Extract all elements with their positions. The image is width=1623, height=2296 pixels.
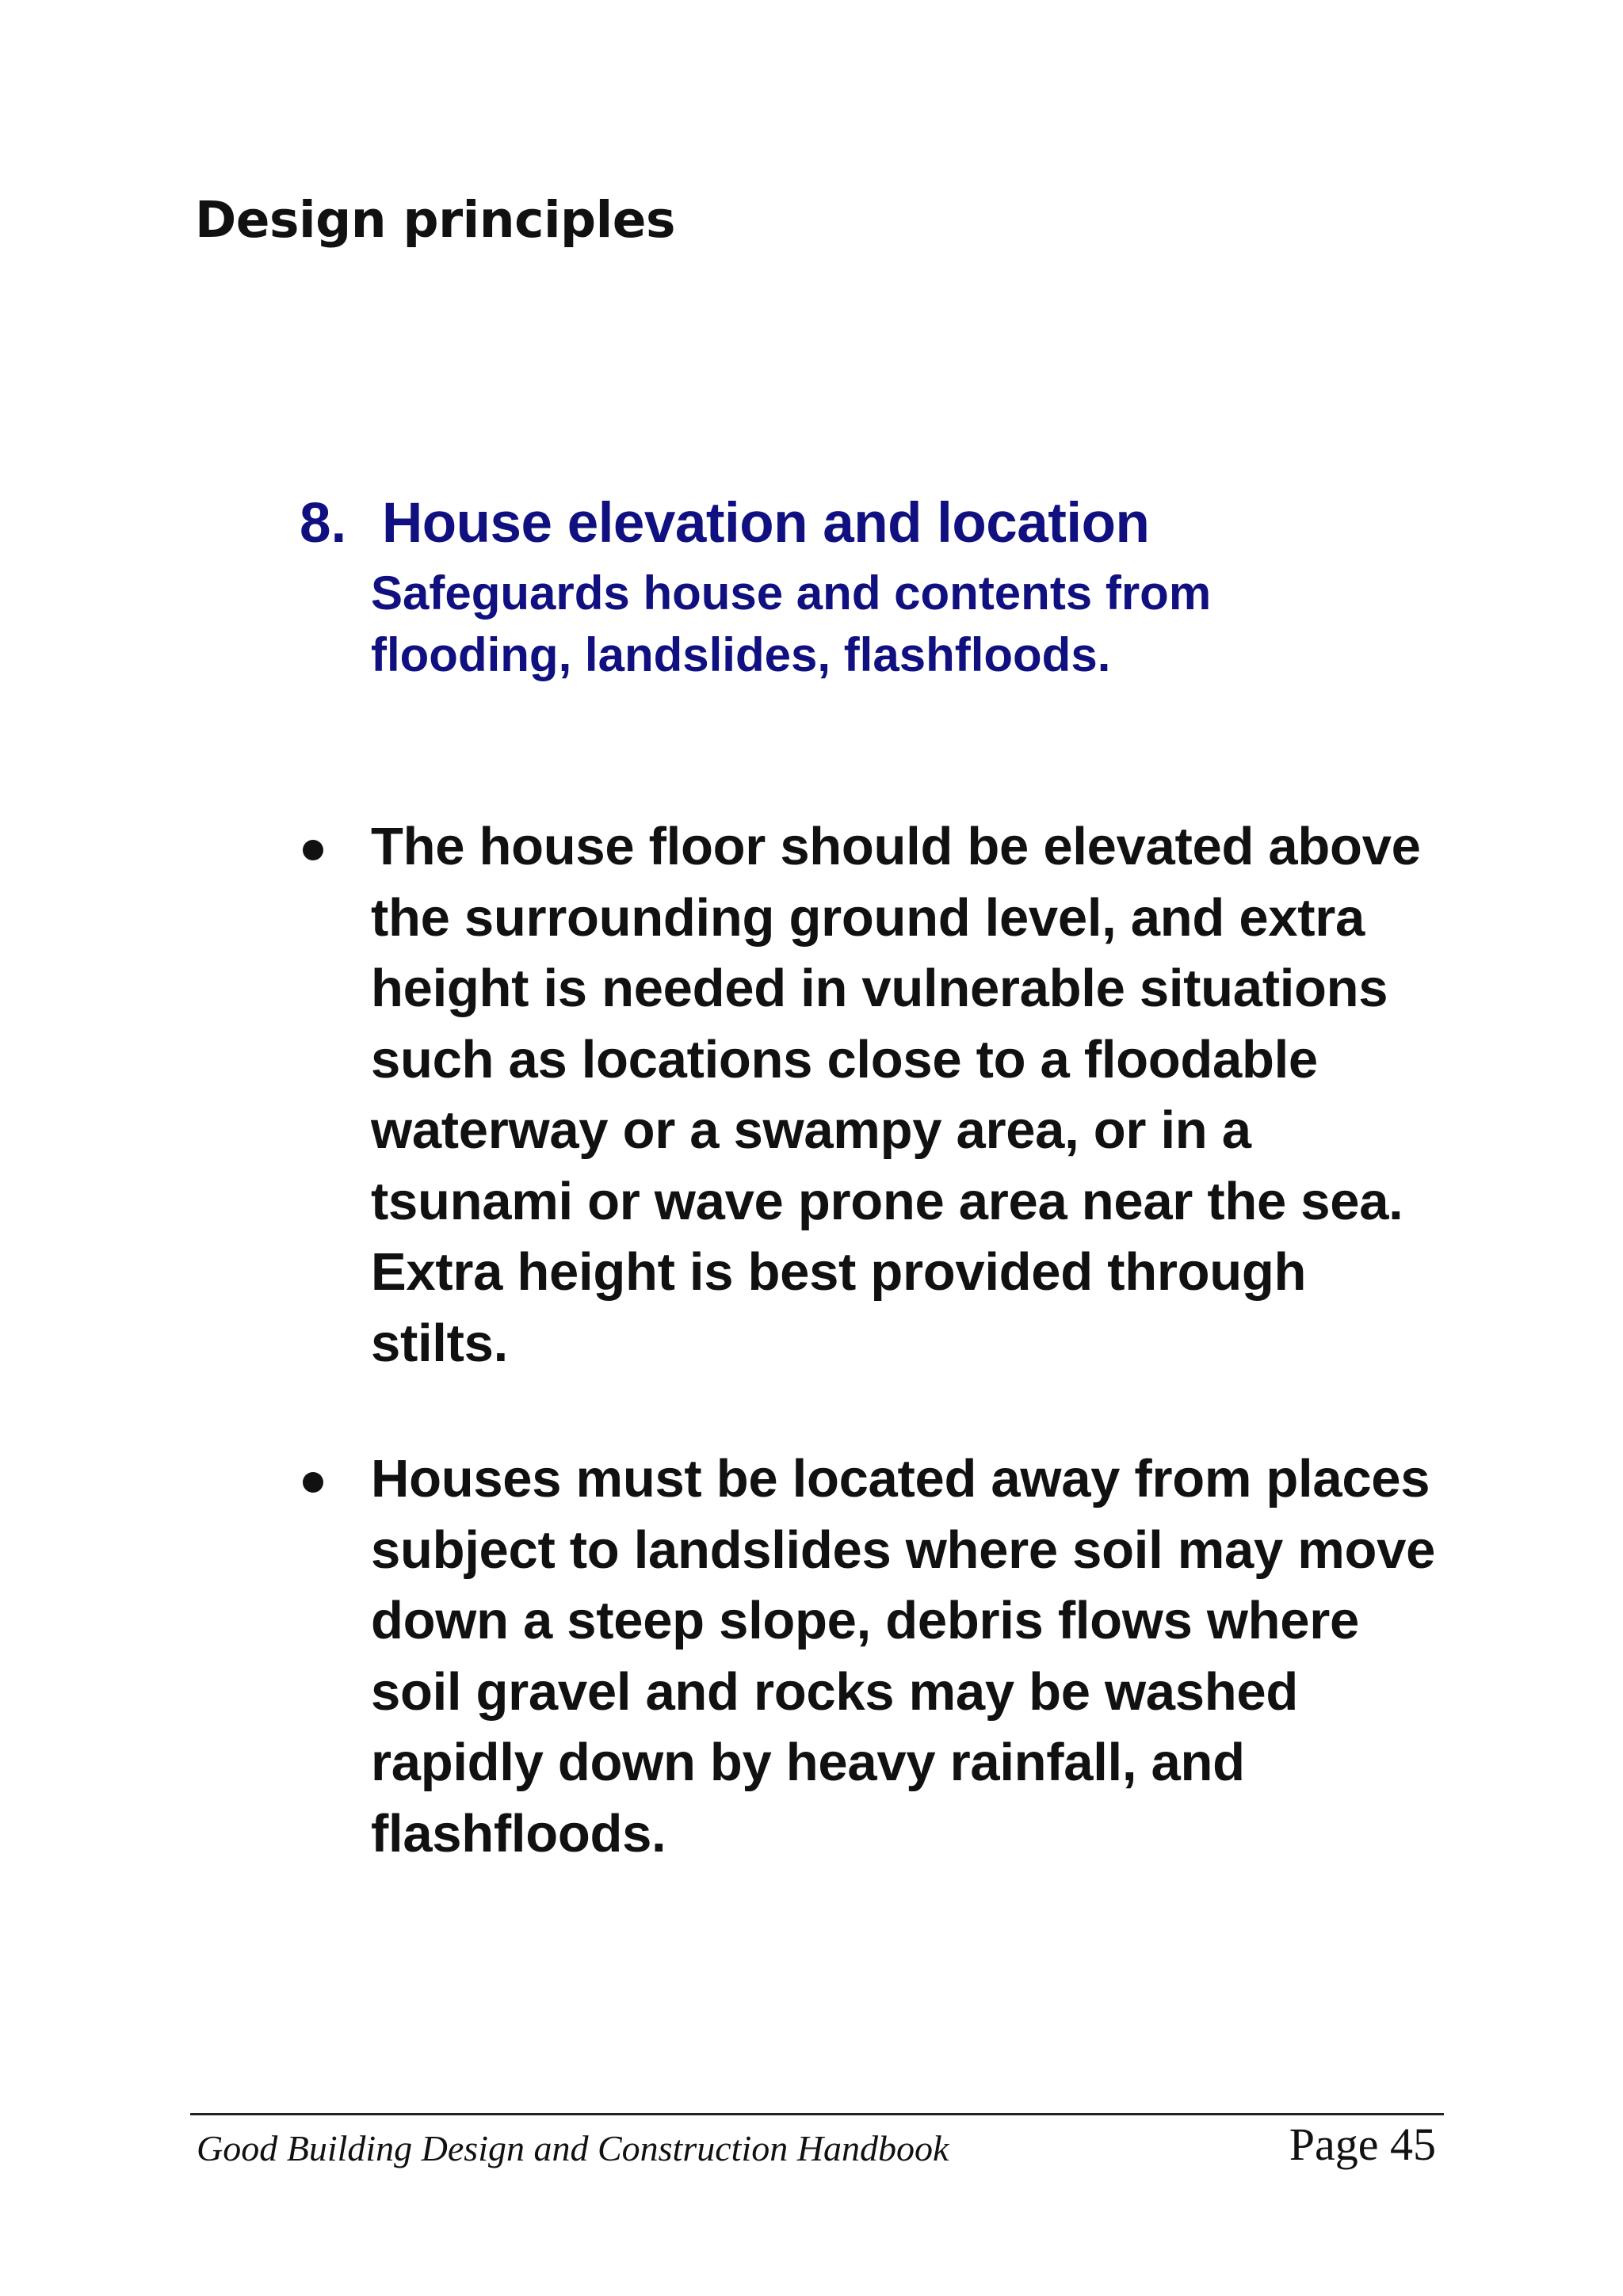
heading-title: House elevation and location — [382, 492, 1150, 555]
bullet-list — [300, 811, 1457, 1869]
heading-subtitle: Safeguards house and contents from flooding, landslides, flashfloods. — [371, 566, 1212, 681]
heading-number: 8. — [300, 492, 347, 555]
section-header: Design principles — [195, 191, 675, 249]
footer-divider — [190, 2113, 1444, 2115]
list-item — [300, 811, 1457, 1379]
bullet-text: Houses must be located away from places subject to landslides where soil may move down a steep slope, debris flows where soil gravel and rocks may be washed rapidly down by heavy rainfall, and flashfloods. — [371, 1449, 1436, 1863]
footer-book-title: Good Building Design and Construction Handbook — [197, 2128, 949, 2168]
footer-page-number: Page 45 — [1289, 2119, 1436, 2170]
list-item — [300, 1444, 1457, 1869]
bullet-icon — [303, 1472, 323, 1493]
bullet-icon — [303, 840, 323, 860]
bullet-text: The house floor should be elevated above the surrounding ground level, and extra height is needed in vulnerable situations such as locations close to a floodable waterway or a swampy area, or in a tsunami or wave prone area near the sea. Extra height is best provided through stilts. — [371, 817, 1421, 1373]
